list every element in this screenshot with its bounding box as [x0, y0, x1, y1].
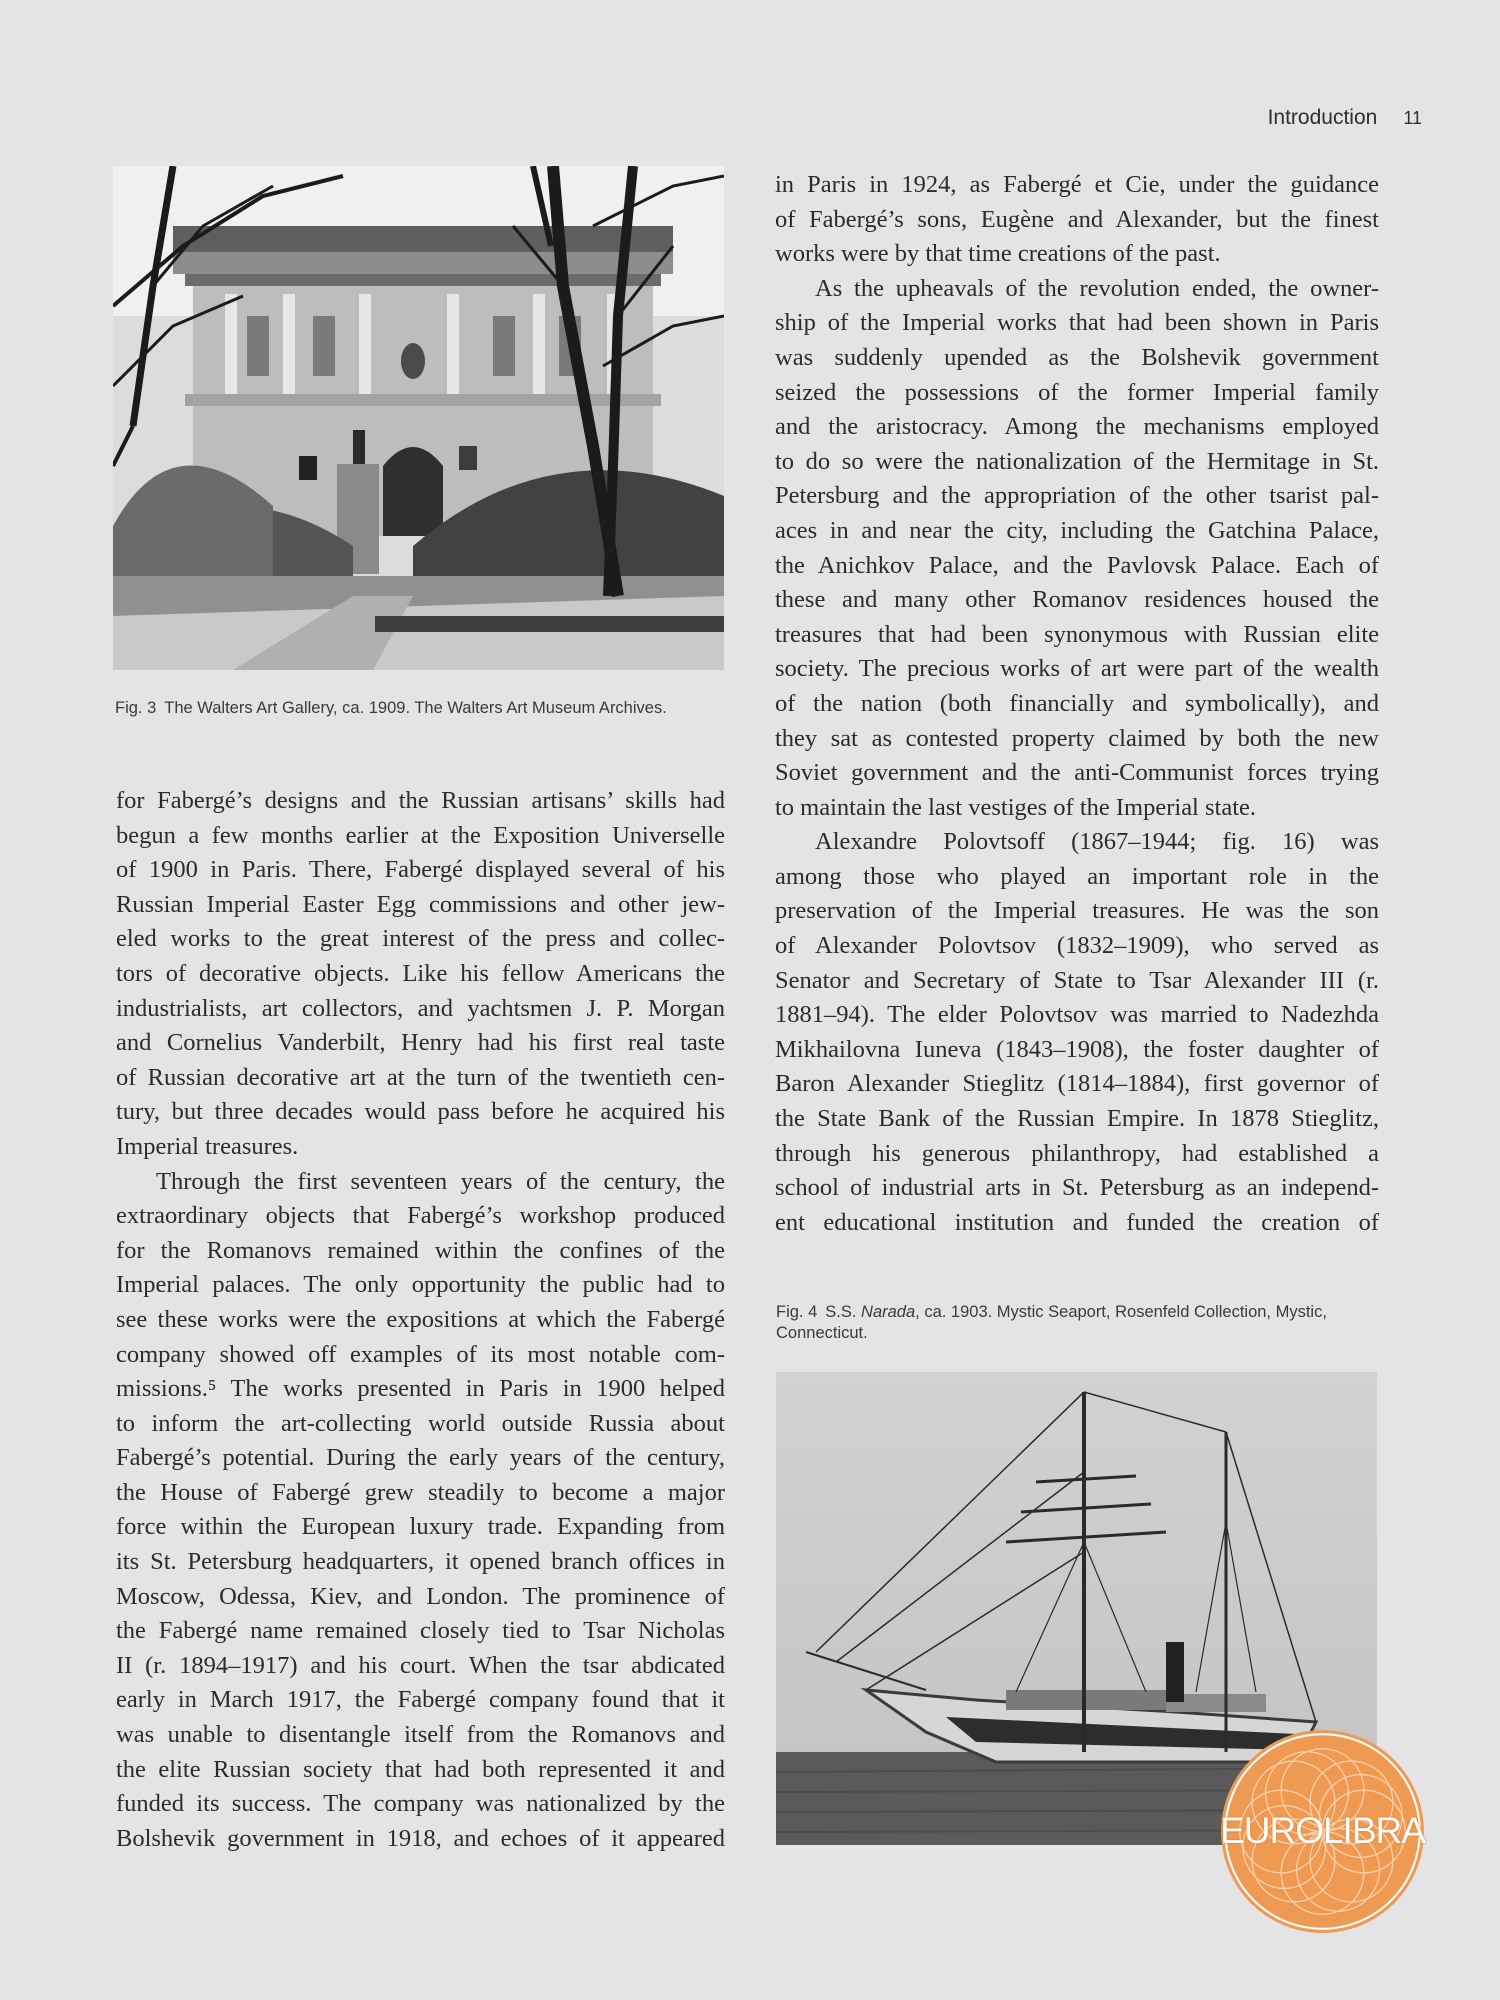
fig4-number: Fig. 4	[776, 1303, 818, 1321]
text-line: the Anichkov Palace, and the Pavlovsk Palace. Each of	[775, 551, 1379, 579]
text-line: Imperial treasures.	[116, 1132, 299, 1160]
text-line: early in March 1917, the Fabergé company found that it	[116, 1686, 725, 1714]
text-line: among those who played an important role in the	[775, 862, 1379, 890]
watermark-stamp	[1219, 1728, 1426, 1935]
text-line: 1881–94). The elder Polovtsov was married to Nadezhda	[775, 1001, 1379, 1029]
right-column-text	[775, 168, 1379, 1240]
text-line: they sat as contested property claimed by both the new	[775, 724, 1379, 752]
text-line: for Fabergé’s designs and the Russian artisans’ skills had	[116, 787, 725, 814]
text-line: tors of decorative objects. Like his fellow Americans the	[116, 959, 725, 987]
text-line: Senator and Secretary of State to Tsar Alexander III (r.	[775, 966, 1379, 994]
text-line: Baron Alexander Stieglitz (1814–1884), first governor of	[775, 1070, 1379, 1098]
fig3-caption-text: The Walters Art Gallery, ca. 1909. The Walters Art Museum Archives.	[164, 699, 667, 717]
fig3-photo-walters-art-gallery	[113, 166, 724, 670]
text-line: funded its success. The company was nationalized by the	[116, 1790, 725, 1818]
fig4-caption-title: Narada	[861, 1303, 916, 1321]
fig4-caption-prefix: S.S.	[825, 1303, 862, 1321]
text-line: Russian Imperial Easter Egg commissions and other jew-	[116, 890, 725, 918]
text-line: aces in and near the city, including the Gatchina Palace,	[775, 516, 1379, 544]
fig4-caption	[776, 1302, 1376, 1344]
text-line: force within the European luxury trade. Expanding from	[116, 1513, 725, 1541]
text-line: and the aristocracy. Among the mechanisms employed	[775, 413, 1379, 441]
text-line: of 1900 in Paris. There, Fabergé displayed several of his	[116, 856, 725, 884]
text-line: school of industrial arts in St. Petersburg as an independ-	[775, 1174, 1379, 1202]
text-line: these and many other Romanov residences housed the	[775, 586, 1379, 614]
text-line: of the nation (both financially and symbolically), and	[775, 689, 1379, 717]
text-line: see these works were the expositions at which the Fabergé	[116, 1305, 725, 1333]
text-line: the Fabergé name remained closely tied to Tsar Nicholas	[116, 1617, 725, 1645]
text-line: works were by that time creations of the past.	[775, 240, 1221, 268]
text-line: extraordinary objects that Fabergé’s workshop produced	[116, 1202, 725, 1230]
fig3-caption	[115, 698, 735, 719]
fig3-number: Fig. 3	[115, 699, 157, 717]
text-line: tury, but three decades would pass before he acquired his	[116, 1098, 725, 1126]
text-line: Fabergé’s potential. During the early years of the century,	[116, 1444, 725, 1472]
section-title: Introduction	[1267, 106, 1378, 129]
text-line: to do so were the nationalization of the Hermitage in St.	[775, 447, 1379, 475]
running-head	[1268, 106, 1422, 130]
text-line: Moscow, Odessa, Kiev, and London. The prominence of	[116, 1582, 725, 1610]
text-line: and Cornelius Vanderbilt, Henry had his first real taste	[116, 1029, 725, 1057]
text-line: Mikhailovna Iuneva (1843–1908), the foster daughter of	[775, 1035, 1379, 1063]
text-line: of Alexander Polovtsov (1832–1909), who served as	[775, 932, 1379, 960]
page-number: 11	[1403, 108, 1422, 128]
text-line: of Fabergé’s sons, Eugène and Alexander, but the finest	[775, 205, 1379, 233]
text-line: the elite Russian society that had both represented it and	[116, 1755, 725, 1783]
text-line: was unable to disentangle itself from the Romanovs and	[116, 1721, 725, 1749]
text-line: Through the first seventeen years of the century, the	[156, 1167, 725, 1195]
text-line: to maintain the last vestiges of the Imperial state.	[775, 793, 1257, 821]
text-line: seized the possessions of the former Imperial family	[775, 378, 1379, 406]
text-line: Imperial palaces. The only opportunity the public had to	[116, 1271, 725, 1299]
fig4-caption-rest: , ca. 1903. Mystic Seaport, Rosenfeld Collection, Mystic, Connecticut.	[776, 1303, 1327, 1342]
text-line: in Paris in 1924, as Fabergé et Cie, under the guidance	[775, 171, 1379, 198]
text-line: for the Romanovs remained within the confines of the	[116, 1236, 725, 1264]
text-line: its St. Petersburg headquarters, it opened branch offices in	[116, 1548, 725, 1576]
text-line: II (r. 1894–1917) and his court. When the tsar abdicated	[116, 1651, 725, 1679]
text-line: of Russian decorative art at the turn of the twentieth cen-	[116, 1063, 725, 1091]
text-line: ent educational institution and funded the creation of	[775, 1208, 1379, 1236]
text-line: preservation of the Imperial treasures. He was the son	[775, 897, 1379, 925]
text-line: Alexandre Polovtsoff (1867–1944; fig. 16) was	[815, 828, 1379, 856]
text-line: society. The precious works of art were part of the wealth	[775, 655, 1379, 683]
text-line: eled works to the great interest of the press and collec-	[116, 925, 725, 953]
text-line: begun a few months earlier at the Exposition Universelle	[116, 821, 725, 849]
text-line: treasures that had been synonymous with Russian elite	[775, 620, 1379, 648]
watermark-text: EUROLIBRA	[1220, 1810, 1425, 1851]
text-line: Soviet government and the anti-Communist forces trying	[775, 759, 1379, 787]
text-line: to inform the art-collecting world outside Russia about	[116, 1409, 725, 1437]
text-line: industrialists, art collectors, and yachtsmen J. P. Morgan	[116, 994, 725, 1022]
text-line: Bolshevik government in 1918, and echoes of it appeared	[116, 1824, 725, 1852]
text-line: the House of Fabergé grew steadily to become a major	[116, 1478, 725, 1506]
text-line: through his generous philanthropy, had established a	[775, 1139, 1379, 1167]
text-line: As the upheavals of the revolution ended, the owner-	[815, 274, 1379, 302]
left-column-text	[116, 784, 725, 1856]
text-line: Petersburg and the appropriation of the other tsarist pal-	[775, 482, 1379, 510]
text-line: was suddenly upended as the Bolshevik government	[775, 343, 1379, 371]
text-line: missions.⁵ The works presented in Paris in 1900 helped	[116, 1375, 725, 1403]
text-line: the State Bank of the Russian Empire. In 1878 Stieglitz,	[775, 1105, 1379, 1133]
text-line: ship of the Imperial works that had been shown in Paris	[775, 309, 1379, 337]
text-line: company showed off examples of its most notable com-	[116, 1340, 725, 1368]
